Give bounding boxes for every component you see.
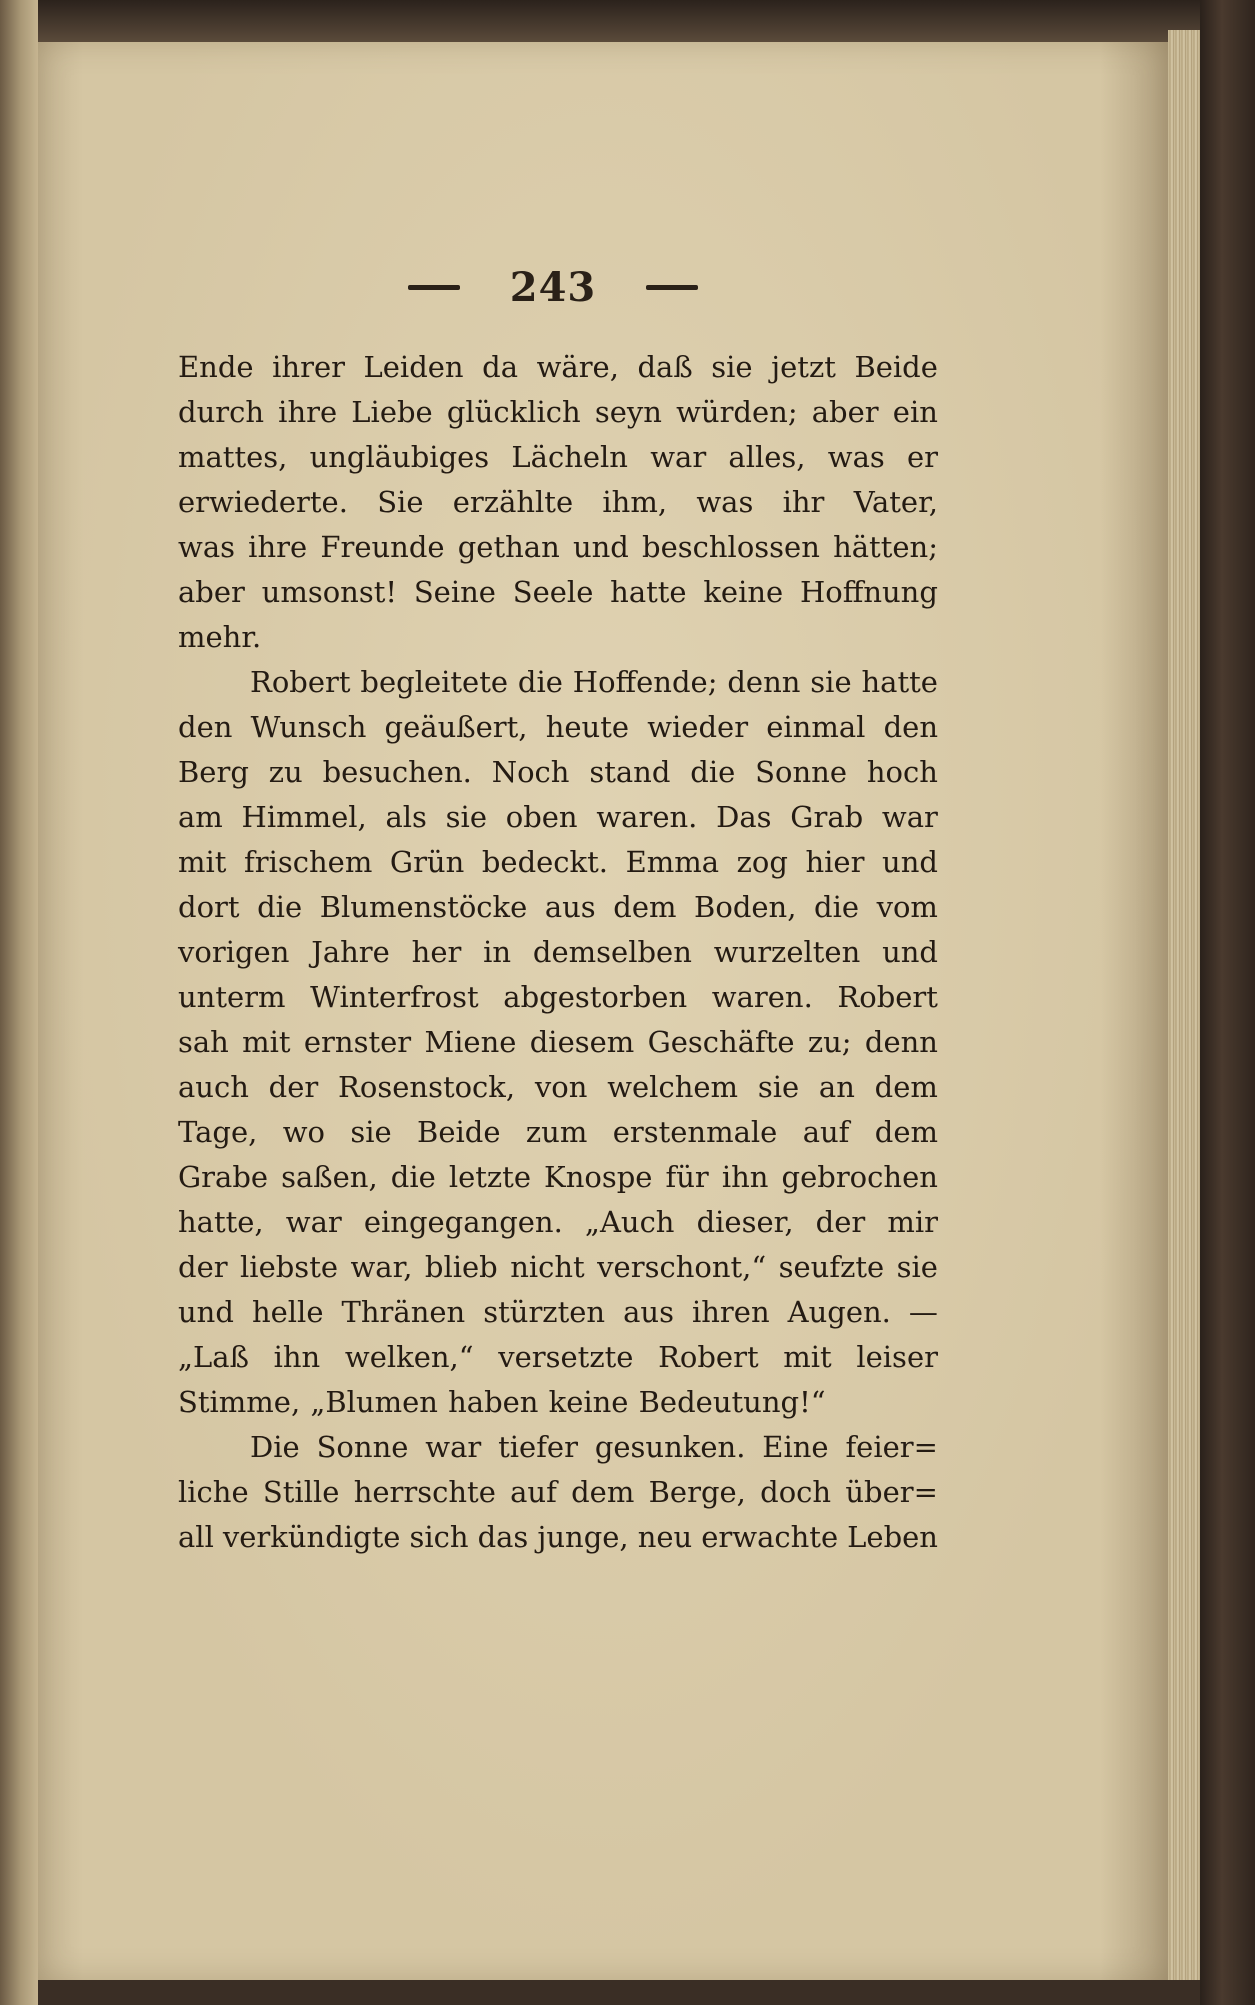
text-line: [178, 795, 938, 840]
text-line: [178, 435, 938, 480]
word: auch: [178, 1070, 249, 1104]
word: Boden,: [694, 890, 797, 924]
word: Geschäfte: [647, 1025, 795, 1059]
word: ihre: [248, 530, 308, 564]
word: begleitete: [360, 665, 509, 699]
word: die: [390, 1160, 436, 1194]
word: Thränen: [341, 1295, 466, 1329]
text-line: [178, 1200, 938, 1245]
text-line: [178, 840, 938, 885]
word: haben: [448, 1385, 539, 1419]
page-edges: [1168, 30, 1200, 1990]
word: zum: [525, 1115, 588, 1149]
word: erwiederte.: [178, 485, 348, 519]
word: dieser,: [696, 1205, 794, 1239]
word: seufzte: [778, 1250, 885, 1284]
body-text: [178, 345, 938, 1560]
text-line: [178, 930, 938, 975]
word: Emma: [625, 845, 720, 879]
word: den: [178, 710, 233, 744]
word: Himmel,: [241, 800, 367, 834]
text-line: [178, 480, 938, 525]
word: wurzelten: [713, 935, 861, 969]
word: aber: [811, 395, 879, 429]
word: denn: [727, 665, 801, 699]
word: Jahre: [311, 935, 390, 969]
word: wieder: [647, 710, 749, 744]
word: leiser: [856, 1340, 938, 1374]
word: umsonst!: [261, 575, 398, 609]
word: tiefer: [498, 1430, 578, 1464]
word: verschont,“: [597, 1250, 767, 1284]
word: sie: [350, 1115, 392, 1149]
cover-bottom-edge: [38, 1980, 1200, 2005]
text-line: [178, 660, 938, 705]
word: erstenmale: [612, 1115, 778, 1149]
word: erwachte: [701, 1520, 839, 1554]
word: Leben: [847, 1520, 938, 1554]
word: über=: [845, 1475, 938, 1509]
word: „Laß: [178, 1340, 249, 1374]
word: Bedeutung!“: [638, 1385, 826, 1419]
word: Blumenstöcke: [319, 890, 528, 924]
text-line: [178, 1290, 938, 1335]
word: Vater,: [853, 485, 938, 519]
word: stürzten: [483, 1295, 606, 1329]
word: Leiden: [363, 350, 464, 384]
word: Beide: [854, 350, 938, 384]
word: liche: [178, 1475, 249, 1509]
word: Seine: [413, 575, 496, 609]
word: in: [483, 935, 512, 969]
word: verkündigte: [222, 1520, 401, 1554]
word: welken,“: [344, 1340, 474, 1374]
word: auf: [510, 1475, 557, 1509]
word: mir: [887, 1205, 938, 1239]
word: das: [477, 1520, 529, 1554]
word: Sonne: [316, 1430, 409, 1464]
word: saßen,: [281, 1160, 378, 1194]
word: welchem: [607, 1070, 739, 1104]
word: frischem: [244, 845, 373, 879]
word: neu: [637, 1520, 693, 1554]
word: den: [883, 710, 938, 744]
word: dem: [613, 890, 677, 924]
word: Beide: [417, 1115, 501, 1149]
word: liebste: [240, 1250, 339, 1284]
word: der: [815, 1205, 866, 1239]
word: und: [572, 530, 629, 564]
word: dem: [874, 1070, 938, 1104]
text-line: [178, 1245, 938, 1290]
word: ihre: [278, 395, 338, 429]
word: Ende: [178, 350, 254, 384]
word: daß: [637, 350, 693, 384]
word: alles,: [728, 440, 806, 474]
word: besuchen.: [322, 755, 472, 789]
word: hatte: [861, 665, 938, 699]
word: sie: [896, 1250, 938, 1284]
word: von: [534, 1070, 588, 1104]
word: Robert: [250, 665, 351, 699]
word: mattes,: [178, 440, 288, 474]
word: ungläubiges: [309, 440, 490, 474]
word: feier=: [845, 1430, 938, 1464]
word: Tage,: [178, 1115, 258, 1149]
text-line: [178, 1425, 938, 1470]
word: sich: [409, 1520, 469, 1554]
text-line: [178, 1380, 938, 1425]
word: waren.: [596, 800, 698, 834]
word: Knospe: [544, 1160, 653, 1194]
word: die: [814, 890, 860, 924]
word: gethan: [457, 530, 560, 564]
word: er: [906, 440, 938, 474]
cover-top-edge: [38, 0, 1200, 42]
word: zog: [736, 845, 788, 879]
word: war: [425, 1430, 482, 1464]
word: gesunken.: [594, 1430, 746, 1464]
word: zu;: [807, 1025, 852, 1059]
word: junge,: [537, 1520, 629, 1554]
word: als: [385, 800, 427, 834]
word: denn: [864, 1025, 938, 1059]
word: Stille: [262, 1475, 340, 1509]
word: ernster: [303, 1025, 412, 1059]
word: waren.: [711, 980, 813, 1014]
text-line: [178, 345, 938, 390]
word: gebrochen: [781, 1160, 938, 1194]
word: war,: [350, 1250, 413, 1284]
word: vorigen: [178, 935, 290, 969]
word: unterm: [178, 980, 286, 1014]
word: was: [696, 485, 754, 519]
word: Winterfrost: [310, 980, 479, 1014]
text-line: [178, 615, 938, 660]
word: hier: [805, 845, 865, 879]
word: aus: [623, 1295, 674, 1329]
word: war: [285, 1205, 342, 1239]
word: zu: [268, 755, 303, 789]
word: nicht: [510, 1250, 585, 1284]
word: keine: [548, 1385, 629, 1419]
word: was: [178, 530, 235, 564]
word: sie: [445, 800, 487, 834]
word: Die: [250, 1430, 300, 1464]
word: dort: [178, 890, 240, 924]
word: „Auch: [584, 1205, 675, 1239]
word: her: [411, 935, 462, 969]
word: Robert: [837, 980, 938, 1014]
word: geäußert,: [384, 710, 528, 744]
word: Eine: [762, 1430, 829, 1464]
word: helle: [251, 1295, 324, 1329]
book-gutter: [0, 0, 38, 2005]
word: seyn: [594, 395, 662, 429]
word: aber: [178, 575, 245, 609]
word: ihn: [721, 1160, 769, 1194]
text-line: [178, 1155, 938, 1200]
word: Wunsch: [250, 710, 367, 744]
word: und: [882, 845, 938, 879]
word: sie: [757, 1070, 800, 1104]
word: Berg: [178, 755, 249, 789]
header-dash-right: [646, 285, 698, 290]
word: hätten;: [833, 530, 938, 564]
word: Das: [716, 800, 772, 834]
word: der: [268, 1070, 319, 1104]
word: keine: [703, 575, 784, 609]
word: hatte: [610, 575, 687, 609]
word: ihren: [691, 1295, 770, 1329]
word: Augen.: [787, 1295, 891, 1329]
word: Miene: [424, 1025, 517, 1059]
word: Sie: [377, 485, 424, 519]
word: durch: [178, 395, 265, 429]
word: mit: [783, 1340, 832, 1374]
word: ihrer: [272, 350, 345, 384]
word: wäre,: [536, 350, 619, 384]
word: Grab: [790, 800, 864, 834]
word: jetzt: [771, 350, 836, 384]
word: Hoffende;: [572, 665, 718, 699]
word: sie: [711, 350, 753, 384]
text-line: [178, 390, 938, 435]
word: die: [257, 890, 303, 924]
word: war: [881, 800, 938, 834]
word: —: [908, 1295, 938, 1329]
word: Freunde: [320, 530, 445, 564]
word: bedeckt.: [481, 845, 608, 879]
word: oben: [505, 800, 578, 834]
text-line: [178, 1065, 938, 1110]
book-cover-right: [1200, 0, 1255, 2005]
word: für: [665, 1160, 709, 1194]
word: Grabe: [178, 1160, 269, 1194]
page-header: [408, 262, 698, 312]
word: dem: [571, 1475, 635, 1509]
word: letzte: [448, 1160, 531, 1194]
word: da: [482, 350, 519, 384]
text-line: [178, 1515, 938, 1560]
word: abgestorben: [503, 980, 688, 1014]
text-line: [178, 750, 938, 795]
word: sie: [810, 665, 852, 699]
word: glücklich: [446, 395, 581, 429]
word: „Blumen: [310, 1385, 438, 1419]
text-line: [178, 1470, 938, 1515]
word: und: [882, 935, 938, 969]
word: Seele: [512, 575, 594, 609]
word: beschlossen: [642, 530, 820, 564]
word: einmal: [766, 710, 866, 744]
text-line: [178, 1020, 938, 1065]
word: Stimme,: [178, 1385, 301, 1419]
word: blieb: [424, 1250, 498, 1284]
text-line: [178, 570, 938, 615]
word: Rosenstock,: [338, 1070, 516, 1104]
word: versetzte: [498, 1340, 634, 1374]
word: Sonne: [755, 755, 847, 789]
word: ihr: [782, 485, 825, 519]
word: Grün: [389, 845, 465, 879]
text-line: [178, 1110, 938, 1155]
word: eingegangen.: [363, 1205, 563, 1239]
word: ihm,: [602, 485, 668, 519]
word: erzählte: [452, 485, 574, 519]
word: der: [178, 1250, 228, 1284]
page-number: 243: [509, 263, 597, 311]
word: Hoffnung: [799, 575, 938, 609]
word: die: [517, 665, 563, 699]
word: stand: [589, 755, 671, 789]
word: und: [178, 1295, 234, 1329]
word: Berge,: [648, 1475, 746, 1509]
word: doch: [760, 1475, 832, 1509]
word: diesem: [529, 1025, 635, 1059]
word: vom: [876, 890, 938, 924]
word: mit: [242, 1025, 291, 1059]
word: Lächeln: [511, 440, 628, 474]
word: wo: [282, 1115, 325, 1149]
word: sah: [178, 1025, 229, 1059]
word: würden;: [676, 395, 798, 429]
word: war: [650, 440, 707, 474]
word: all: [178, 1520, 214, 1554]
header-dash-left: [408, 285, 460, 290]
text-line: [178, 975, 938, 1020]
word: die: [690, 755, 736, 789]
word: dem: [874, 1115, 938, 1149]
word: am: [178, 800, 223, 834]
word: Noch: [491, 755, 570, 789]
word: was: [827, 440, 885, 474]
word: mit: [178, 845, 227, 879]
word: ein: [892, 395, 938, 429]
text-line: [178, 1335, 938, 1380]
word: an: [818, 1070, 855, 1104]
word: demselben: [532, 935, 692, 969]
word: mehr.: [178, 620, 262, 654]
word: Liebe: [351, 395, 433, 429]
word: hatte,: [178, 1205, 264, 1239]
word: aus: [544, 890, 596, 924]
word: ihn: [273, 1340, 321, 1374]
word: hoch: [866, 755, 938, 789]
word: herrschte: [353, 1475, 496, 1509]
word: auf: [802, 1115, 850, 1149]
text-line: [178, 705, 938, 750]
word: heute: [545, 710, 630, 744]
text-line: [178, 885, 938, 930]
text-line: [178, 525, 938, 570]
word: Robert: [658, 1340, 759, 1374]
